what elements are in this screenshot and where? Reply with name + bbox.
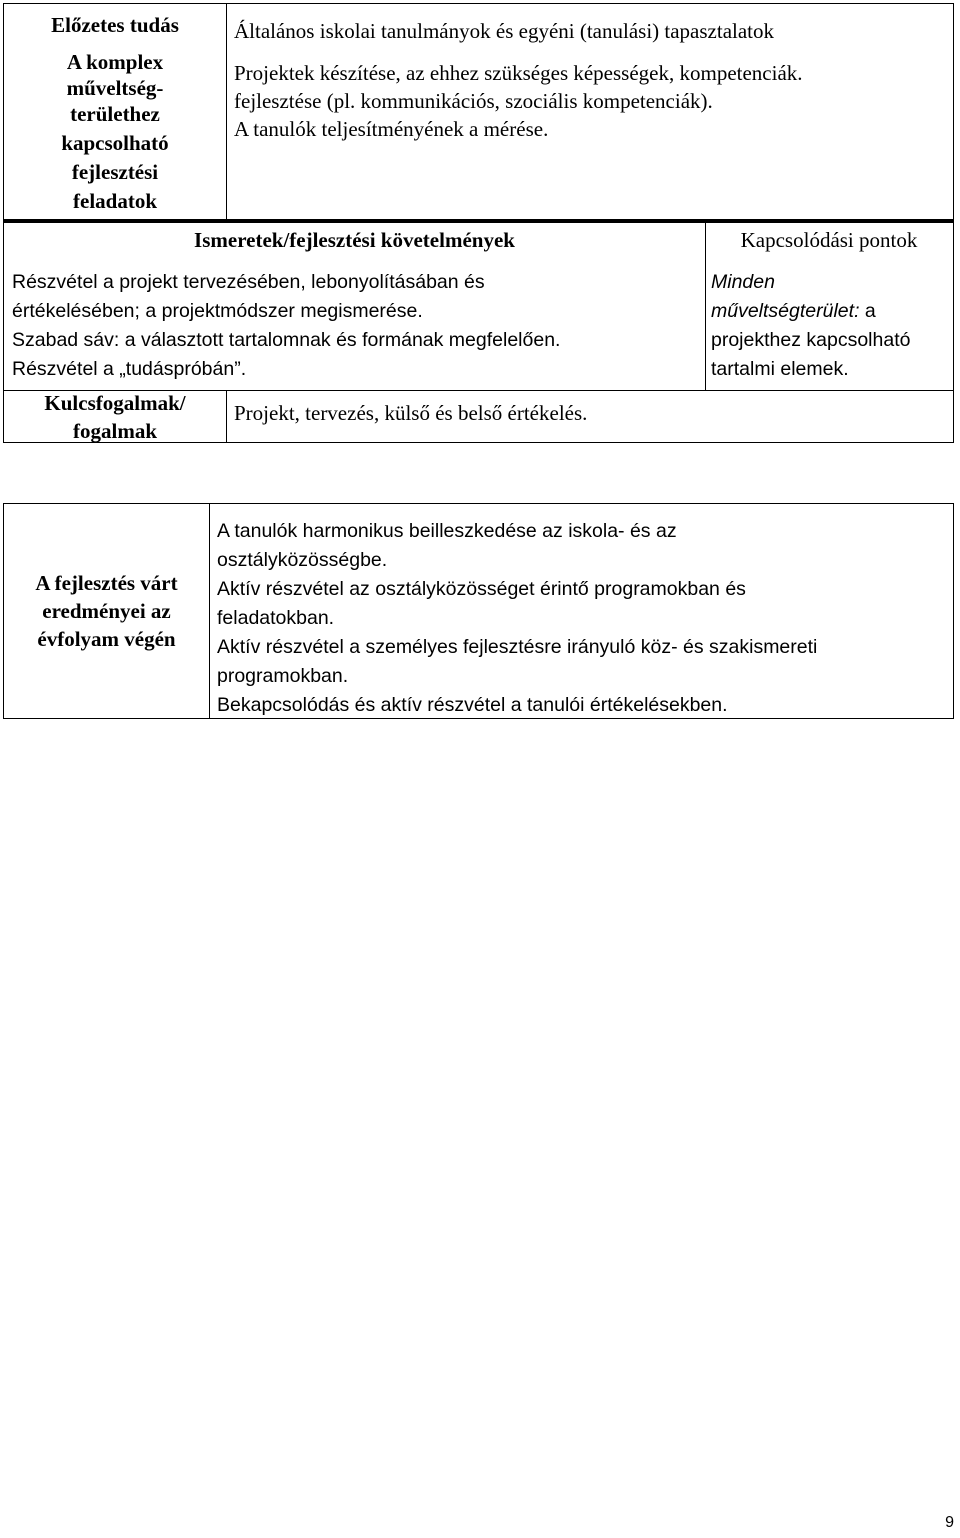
requirements-text: Részvétel a projekt tervezésében, lebonyolításában és értékelésében; a projektmódszer megismerése. Szabad sáv: a választott tartalomnak és formának megfelelően. Részvétel a „tudáspróbán”. [12,271,561,380]
prior-knowledge-text: Általános iskolai tanulmányok és egyéni (tanulási) tapasztalatok [234,19,775,43]
requirements-header: Ismeretek/fejlesztési követelmények [194,228,515,252]
divider [209,504,210,718]
outcomes-label: A fejlesztés várt eredményei az évfolyam végén [35,571,178,651]
key-concepts-text: Projekt, tervezés, külső és belső értékelés. [234,401,588,425]
divider [4,219,953,223]
development-tasks-label: A komplex műveltség- területhez kapcsolható fejlesztési feladatok [61,50,169,213]
page-number: 9 [945,1514,954,1531]
curriculum-table [3,3,954,443]
prior-knowledge-label: Előzetes tudás [51,13,179,37]
connections-text: Minden műveltségterület: a projekthez kapcsolható tartalmi elemek. [711,271,911,380]
divider [226,4,227,219]
divider [226,390,227,443]
outcomes-table [3,503,954,719]
development-tasks-text: Projektek készítése, az ehhez szükséges képességek, kompetenciák. fejlesztése (pl. kommunikációs, szociális kompetenciák). A tanulók teljesítményének a mérése. [234,61,803,141]
connections-header: Kapcsolódási pontok [740,228,918,252]
divider [705,390,953,391]
outcomes-text: A tanulók harmonikus beilleszkedése az iskola- és az osztályközösségbe. Aktív részvétel az osztályközösséget érintő programokban és feladatokban. Aktív részvétel a személyes fejlesztésre irányuló köz- és szakismereti programokban. Bekapcsolódás és aktív részvétel a tanulói értékelésekben. [217,520,818,716]
key-concepts-label: Kulcsfogalmak/ fogalmak [44,391,186,443]
